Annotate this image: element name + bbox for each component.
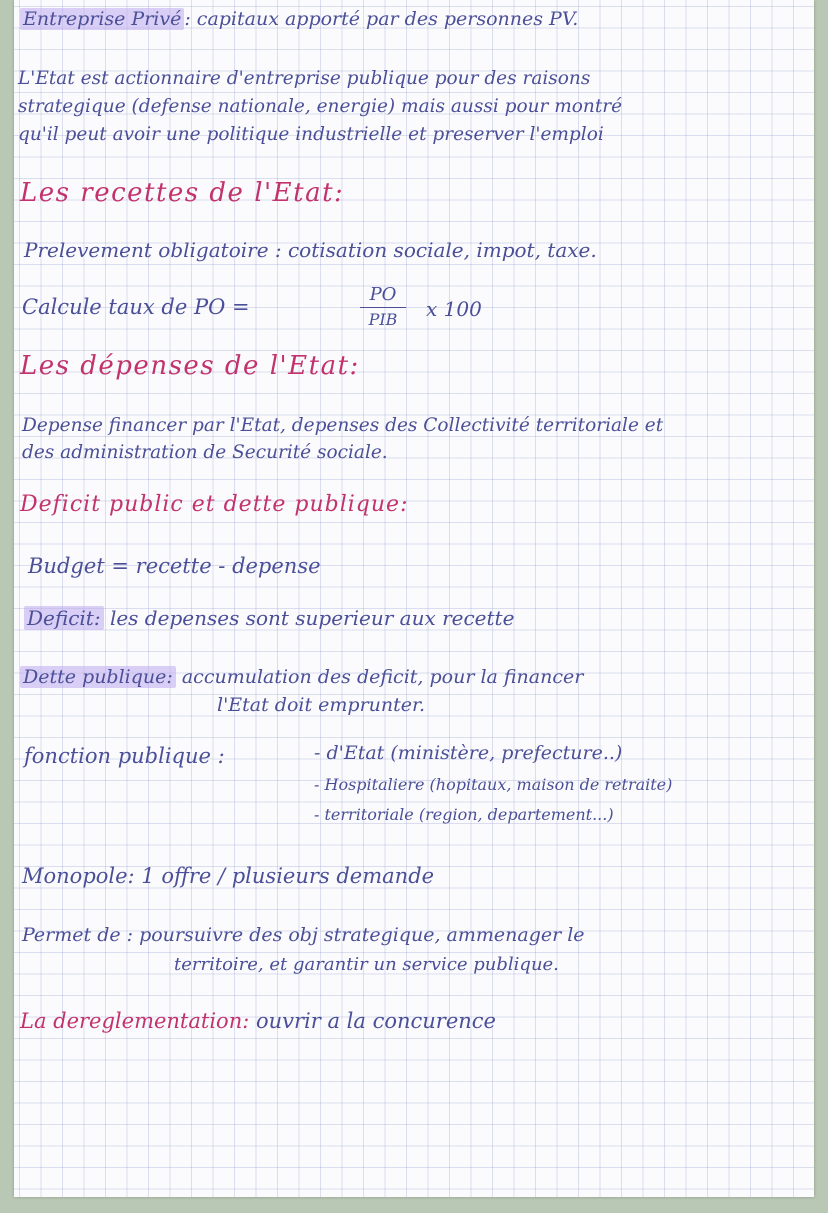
etat-actionnaire-line-2: strategique (defense nationale, energie) mais aussi pour montré xyxy=(18,96,623,117)
dette-line-2: l'Etat doit emprunter. xyxy=(217,694,426,716)
po-fraction xyxy=(360,284,406,329)
deficit-dette-heading: Deficit public et dette publique: xyxy=(20,492,409,517)
depenses-line-2: des administration de Securité sociale. xyxy=(22,442,388,463)
fraction-denominator: PIB xyxy=(368,310,398,329)
fonction-item-hospitaliere: - Hospitaliere (hopitaux, maison de retraite) xyxy=(314,775,673,794)
budget-line: Budget = recette - depense xyxy=(28,554,321,578)
deficit-term: Deficit: xyxy=(24,606,104,630)
dette-line xyxy=(20,668,583,687)
entreprise-prive-line xyxy=(20,10,578,29)
dereglementation-definition: ouvrir a la concurence xyxy=(255,1009,496,1033)
dette-term: Dette publique: xyxy=(20,666,176,688)
notebook-page xyxy=(14,0,814,1197)
dette-definition: accumulation des deficit, pour la financer xyxy=(181,666,584,688)
etat-actionnaire-line-1: L'Etat est actionnaire d'entreprise publique pour des raisons xyxy=(18,68,591,89)
deficit-definition: les depenses sont superieur aux recette xyxy=(109,606,515,630)
depenses-line-1: Depense financer par l'Etat, depenses des Collectivité territoriale et xyxy=(22,415,664,436)
fonction-item-etat: - d'Etat (ministère, prefecture..) xyxy=(314,742,623,764)
deficit-line xyxy=(24,608,514,628)
etat-actionnaire-line-3: qu'il peut avoir une politique industrielle et preserver l'emploi xyxy=(18,124,604,145)
fonction-item-territoriale: - territoriale (region, departement...) xyxy=(314,805,614,824)
permet-line-1: Permet de : poursuivre des obj strategique, ammenager le xyxy=(22,924,585,946)
dereglementation-term: La dereglementation: xyxy=(20,1009,250,1033)
permet-line-2: territoire, et garantir un service publique. xyxy=(174,954,559,975)
fonction-publique-label: fonction publique : xyxy=(24,744,225,768)
entreprise-prive-term: Entreprise Privé xyxy=(20,8,184,30)
depenses-heading: Les dépenses de l'Etat: xyxy=(20,351,360,381)
calcul-taux-label: Calcule taux de PO = xyxy=(22,295,250,319)
recettes-heading: Les recettes de l'Etat: xyxy=(20,178,345,208)
prelevement-line: Prelevement obligatoire : cotisation sociale, impot, taxe. xyxy=(24,238,597,262)
monopole-line: Monopole: 1 offre / plusieurs demande xyxy=(22,864,435,888)
dereglementation-line xyxy=(20,1011,496,1032)
fraction-numerator: PO xyxy=(360,284,406,308)
calcul-multiplier: x 100 xyxy=(426,297,482,321)
entreprise-prive-definition: : capitaux apporté par des personnes PV. xyxy=(184,8,579,30)
